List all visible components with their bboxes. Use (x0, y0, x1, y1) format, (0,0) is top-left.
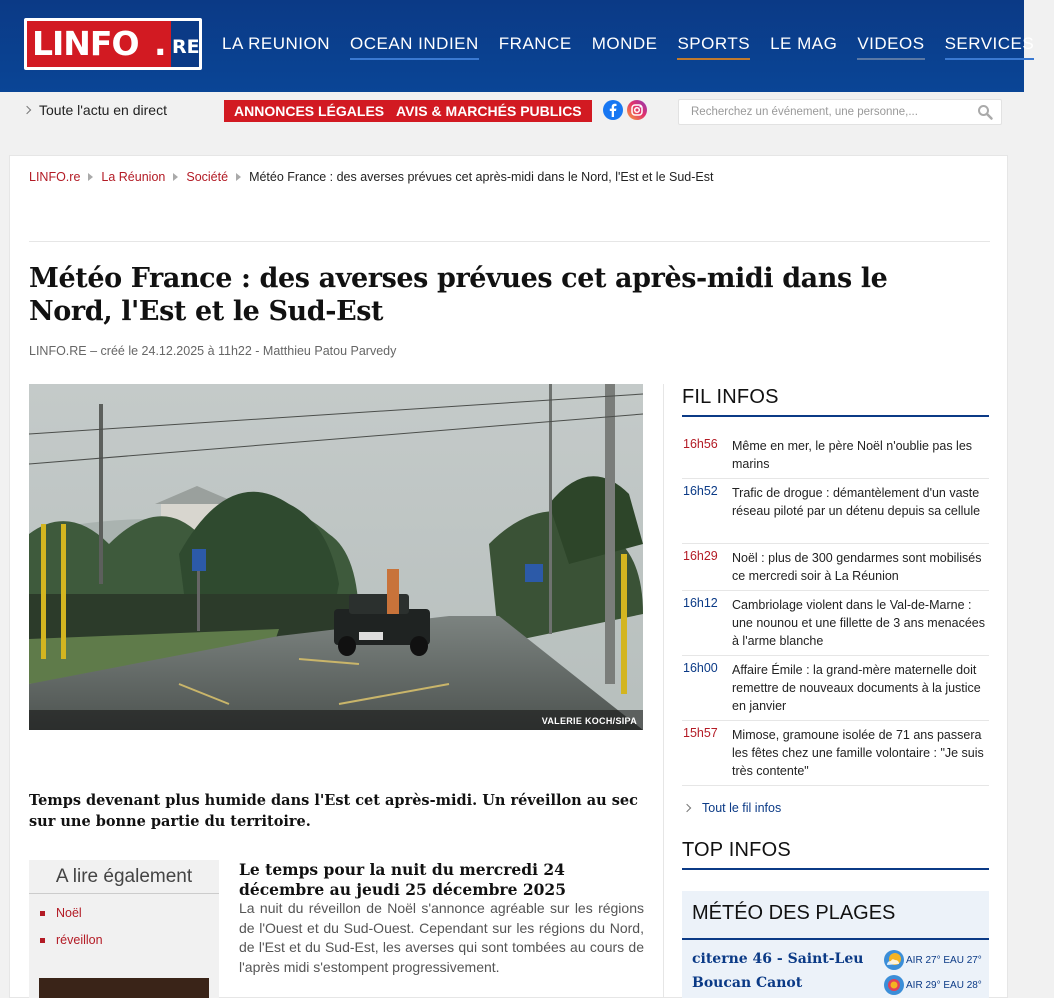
article-photo[interactable] (29, 384, 643, 730)
beach-weather-text: AIR 27° EAU 27° (906, 954, 982, 966)
fil-infos-title: FIL INFOS (682, 386, 779, 408)
bullet-icon (40, 938, 45, 943)
fil-infos-rule (682, 415, 989, 417)
news-item[interactable] (682, 437, 989, 479)
news-headline: Affaire Émile : la grand-mère maternelle doit remettre de nouveaux documents à la justice en janvier (732, 663, 981, 713)
sun-cloud-icon (884, 950, 904, 970)
article-lead: Temps devenant plus humide dans l'Est cet après-midi. Un réveillon au sec sur une bonne partie du territoire. (29, 792, 638, 830)
news-headline: Cambriolage violent dans le Val-de-Marne : une nounou et une fillette de 3 ans menacées à l'arme blanche (732, 598, 985, 648)
related-tag-reveillon[interactable] (40, 933, 103, 947)
news-item[interactable] (682, 484, 989, 544)
logo-text: LINFO (32, 24, 139, 63)
facebook-icon[interactable] (603, 100, 623, 120)
instagram-icon[interactable] (627, 100, 647, 120)
logo-suffix: RE (172, 36, 200, 58)
site-header (0, 0, 1035, 92)
divider (29, 241, 990, 242)
nav-sports[interactable]: SPORTS (677, 34, 750, 60)
news-headline: Même en mer, le père Noël n'oublie pas les marins (732, 439, 973, 471)
breadcrumb-home[interactable]: LINFO.re (29, 170, 81, 184)
news-item[interactable] (682, 549, 989, 591)
nav-services[interactable]: SERVICES (945, 34, 1035, 60)
top-infos-rule (682, 868, 989, 870)
related-tag-label: réveillon (56, 933, 103, 947)
sun-icon (884, 975, 904, 995)
chevron-right-icon (23, 106, 31, 114)
related-tag-noel[interactable] (40, 906, 82, 920)
search-placeholder: Recherchez un événement, une personne,... (691, 106, 918, 118)
bullet-icon (40, 911, 45, 916)
logo-dot: . (154, 24, 167, 63)
news-time: 16h29 (683, 549, 718, 563)
nav-videos[interactable]: VIDEOS (857, 34, 924, 60)
all-news-link[interactable] (682, 801, 781, 815)
breadcrumb-current: Météo France : des averses prévues cet après-midi dans le Nord, l'Est et le Sud-Est (249, 170, 714, 184)
breadcrumb-separator-icon (88, 173, 93, 181)
related-title: A lire également (29, 860, 219, 894)
article-byline: LINFO.RE – créé le 24.12.2025 à 11h22 - Matthieu Patou Parvedy (29, 344, 397, 358)
related-tag-label: Noël (56, 906, 82, 920)
breadcrumb (29, 170, 713, 184)
live-news-link[interactable] (24, 102, 167, 118)
article-body: La nuit du réveillon de Noël s'annonce agréable sur les régions de l'Ouest et du Sud-Ouest. Cependant sur les régions du Nord, de l'Est et du Sud-Est, les averses qui sont tombées au cours de l'après midi s'estompent progressivement. (239, 900, 644, 975)
news-time: 16h52 (683, 484, 718, 498)
news-time: 16h00 (683, 661, 718, 675)
nav-le-mag[interactable]: LE MAG (770, 34, 838, 53)
search-input[interactable] (678, 99, 1002, 125)
news-headline: Noël : plus de 300 gendarmes sont mobilisés ce mercredi soir à La Réunion (732, 551, 982, 583)
column-divider (663, 384, 664, 998)
news-time: 16h56 (683, 437, 718, 451)
breadcrumb-separator-icon (236, 173, 241, 181)
breadcrumb-la-reunion[interactable]: La Réunion (101, 170, 166, 184)
beach-name[interactable]: Boucan Canot (692, 975, 803, 991)
breadcrumb-societe[interactable]: Société (186, 170, 229, 184)
beach-weather-title: MÉTÉO DES PLAGES (692, 902, 896, 924)
main-nav (222, 34, 1054, 60)
beach-weather-box (682, 891, 989, 998)
related-thumbnail[interactable] (39, 978, 209, 998)
news-time: 15h57 (683, 726, 718, 740)
nav-la-reunion[interactable]: LA REUNION (222, 34, 330, 53)
nav-monde[interactable]: MONDE (591, 34, 658, 53)
all-news-label: Tout le fil infos (702, 801, 782, 815)
legal-notices-button[interactable]: ANNONCES LÉGALES (224, 100, 394, 122)
article-title: Météo France : des averses prévues cet après-midi dans le Nord, l'Est et le Sud-Est (29, 263, 888, 327)
breadcrumb-separator-icon (173, 173, 178, 181)
news-time: 16h12 (683, 596, 718, 610)
beach-name[interactable]: citerne 46 - Saint-Leu (692, 951, 864, 967)
search-icon[interactable] (977, 104, 993, 120)
chevron-right-icon (683, 804, 691, 812)
public-tenders-button[interactable]: AVIS & MARCHÉS PUBLICS (386, 100, 592, 122)
site-logo[interactable] (24, 18, 202, 70)
news-item[interactable] (682, 726, 989, 786)
beach-weather-text: AIR 29° EAU 28° (906, 979, 982, 991)
nav-france[interactable]: FRANCE (498, 34, 572, 53)
nav-ocean-indien[interactable]: OCEAN INDIEN (350, 34, 479, 60)
related-box (29, 860, 219, 998)
top-infos-title: TOP INFOS (682, 839, 791, 861)
photo-credit: VALERIE KOCH/SIPA (541, 716, 637, 726)
beach-weather (884, 975, 982, 995)
beach-weather (884, 950, 982, 970)
news-item[interactable] (682, 661, 989, 721)
news-headline: Mimose, gramoune isolée de 71 ans passera les fêtes chez une famille volontaire : "Je suis très contente" (732, 728, 984, 778)
article-subheading: Le temps pour la nuit du mercredi 24 décembre au jeudi 25 décembre 2025 (239, 860, 566, 899)
live-news-label: Toute l'actu en direct (39, 102, 167, 118)
news-headline: Trafic de drogue : démantèlement d'un vaste réseau piloté par un détenu depuis sa cellule (732, 486, 981, 518)
news-item[interactable] (682, 596, 989, 656)
